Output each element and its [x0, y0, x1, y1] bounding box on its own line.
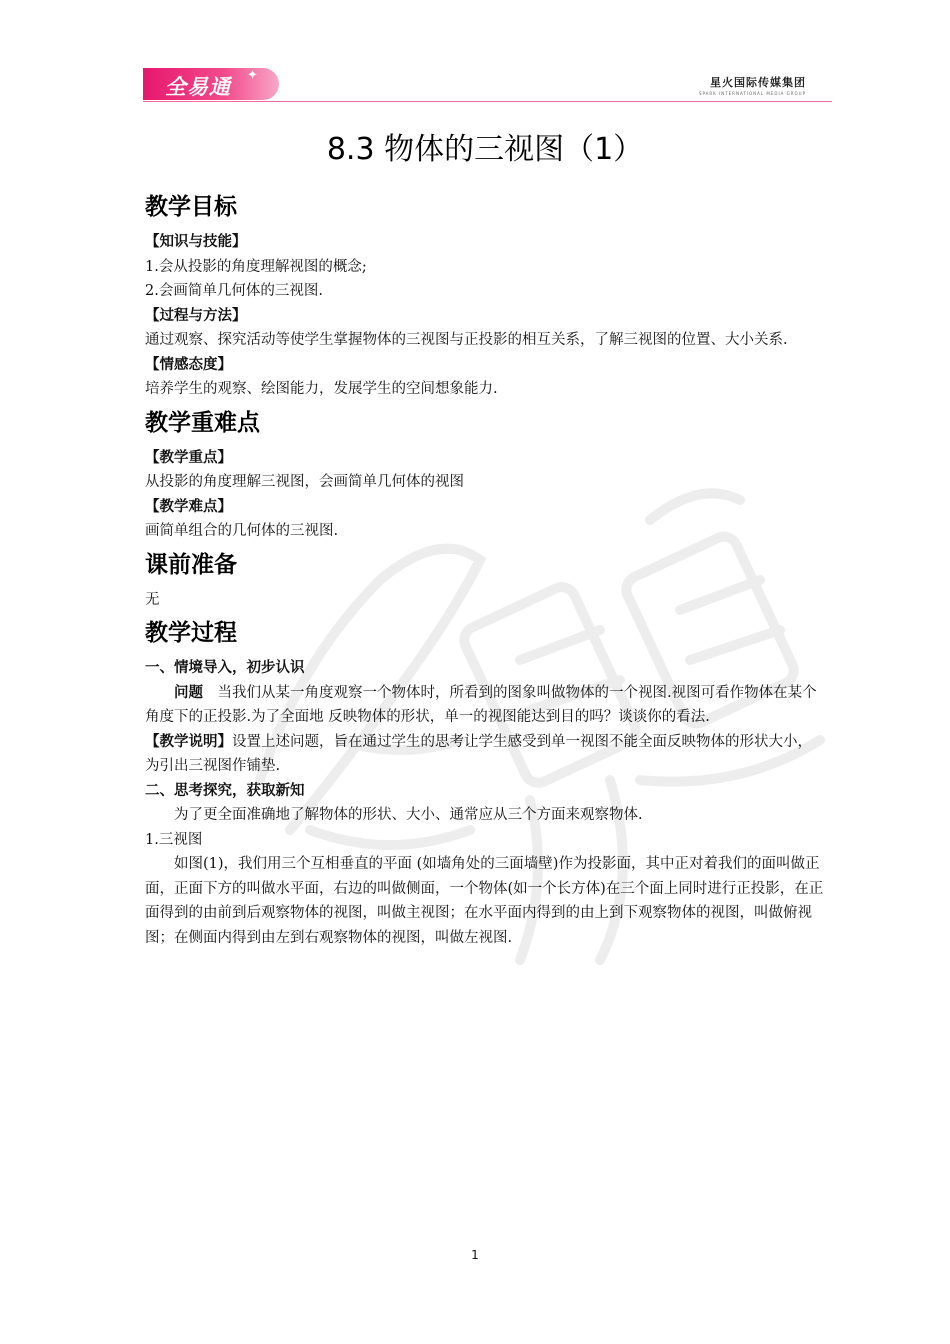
step1-label: 一、情境导入，初步认识: [145, 660, 305, 676]
step2-intro: 为了更全面准确地了解物体的形状、大小、通常应从三个方面来观察物体.: [174, 807, 643, 823]
focus-text: 从投影的角度理解三视图，会画简单几何体的视图: [145, 474, 464, 490]
emotion-label: 【情感态度】: [145, 356, 232, 373]
knowledge-label: 【知识与技能】: [145, 234, 247, 250]
publisher-name: 星火国际传媒集团: [710, 76, 806, 89]
difficulty-label: 【教学难点】: [145, 498, 232, 515]
page-title: 8.3 物体的三视图（1）: [326, 132, 644, 167]
process-label: 【过程与方法】: [145, 307, 247, 324]
brand-logo: [143, 68, 279, 100]
sub1-label: 1.三视图: [145, 831, 203, 848]
knowledge-item: 2.会画简单几何体的三视图.: [145, 283, 323, 299]
emotion-text: 培养学生的观察、绘图能力，发展学生的空间想象能力.: [145, 381, 498, 397]
prep-text: 无: [145, 591, 160, 608]
knowledge-item: 1.会从投影的角度理解视图的概念;: [145, 258, 367, 275]
difficulty-text: 画简单组合的几何体的三视图.: [145, 523, 339, 539]
note-label: 【教学说明】: [145, 733, 232, 750]
prep-heading: 课前准备: [145, 551, 237, 578]
star-icon: ✦: [247, 68, 258, 83]
note-paragraph: [145, 730, 825, 779]
process-text: 通过观察、探究活动等使学生掌握物体的三视图与正投影的相互关系，了解三视图的位置、大小关系.: [145, 332, 788, 348]
publisher-name-en: SPARK INTERNATIONAL MEDIA GROUP: [698, 91, 806, 96]
page-number: 1: [471, 1248, 479, 1262]
note-text: 设置上述问题，旨在通过学生的思考让学生感受到单一视图不能全面反映物体的形状大小，为引出三视图作铺垫.: [145, 733, 812, 774]
logo-text: 全易通: [165, 75, 231, 99]
goals-heading: 教学目标: [145, 194, 237, 220]
focus-label: 【教学重点】: [145, 449, 232, 466]
key-points-heading: 教学重难点: [145, 409, 260, 436]
question-paragraph: [145, 681, 825, 730]
sub1-text: 如图(1)，我们用三个互相垂直的平面 (如墙角处的三面墙壁)作为投影面，其中正对着我们的面叫做正面，正面下方的叫做水平面，右边的叫做侧面，一个物体(如一个长方体)在三个面上同时进行正投影，在正面得到的由前到后观察物体的视图，叫做主视图；在水平面内得到的由上到下观察物体的视图，叫做俯视图；在侧面内得到由左到右观察物体的视图，叫做左视图.: [145, 856, 824, 946]
document-body: [145, 128, 825, 950]
step2-label: 二、思考探究，获取新知: [145, 782, 305, 799]
header-divider: [143, 101, 832, 102]
process-heading: 教学过程: [145, 620, 237, 646]
page-header: [143, 66, 832, 102]
publisher-brand: [699, 74, 806, 96]
question-label: 问题: [174, 684, 203, 701]
question-text: 当我们从某一角度观察一个物体时，所看到的图象叫做物体的一个视图.视图可看作物体在某个角度下的正投影.为了全面地 反映物体的形状，单一的视图能达到目的吗？谈谈你的看法.: [145, 684, 817, 725]
